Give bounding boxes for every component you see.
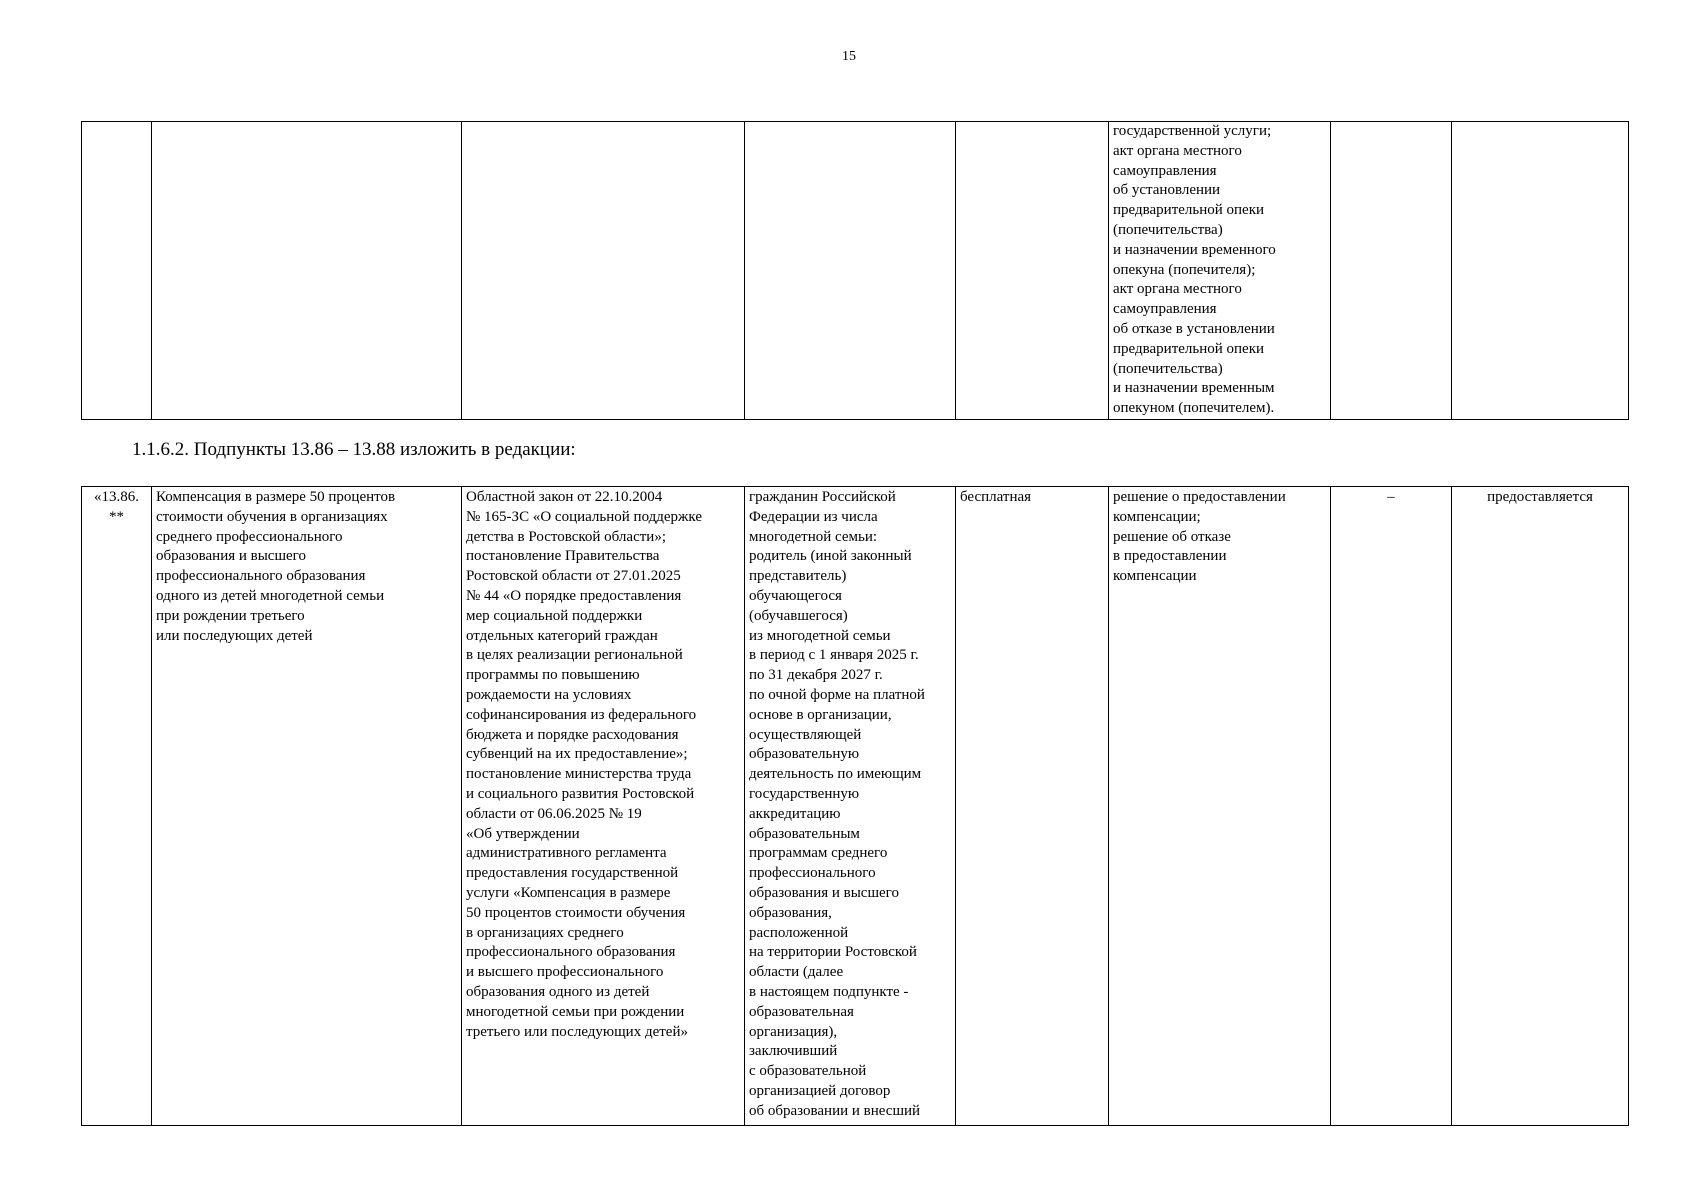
- text-line: в организациях среднего: [466, 924, 624, 941]
- text-line: Ростовской области от 27.01.2025: [466, 568, 681, 585]
- cell-col8: предоставляется: [1452, 487, 1629, 1126]
- cell-number: «13.86. **: [82, 487, 152, 1126]
- text-line: (попечительства): [1113, 360, 1223, 377]
- cell-recipients: [745, 487, 956, 1126]
- text-line: организация),: [749, 1023, 838, 1040]
- text-line: бюджета и порядке расходования: [466, 726, 679, 743]
- text-line: заключивший: [749, 1043, 838, 1060]
- text-line: опекуна (попечителя);: [1113, 261, 1256, 278]
- text-line: образования и высшего: [156, 548, 306, 565]
- text-line: области (далее: [749, 964, 844, 981]
- text-line: государственную: [749, 785, 860, 802]
- table-row: [82, 122, 1629, 420]
- text-line: образовательная: [749, 1003, 854, 1020]
- text-line: профессионального образования: [156, 568, 366, 585]
- text-line: акт органа местного: [1113, 142, 1242, 159]
- text-line: в целях реализации региональной: [466, 647, 683, 664]
- cell-service-name: [152, 487, 462, 1126]
- text-line: самоуправления: [1113, 162, 1217, 179]
- text-line: акт органа местного: [1113, 281, 1242, 298]
- text-line: государственной услуги;: [1113, 123, 1272, 139]
- text-line: образования,: [749, 904, 832, 921]
- text-line: постановление министерства труда: [466, 766, 692, 783]
- text-line: основе в организации,: [749, 706, 892, 723]
- text-line: № 165-ЗС «О социальной поддержке: [466, 508, 702, 525]
- cell-col7: [1331, 122, 1452, 420]
- table-row: [82, 487, 1629, 1126]
- services-table: [81, 486, 1629, 1126]
- text-line: в предоставлении: [1113, 548, 1227, 565]
- text-line: программы по повышению: [466, 667, 640, 684]
- text-line: (попечительства): [1113, 221, 1223, 238]
- text-line: об установлении: [1113, 182, 1221, 199]
- text-line: решение об отказе: [1113, 528, 1231, 545]
- text-line: гражданин Российской: [749, 489, 896, 505]
- text-line: услуги «Компенсация в размере: [466, 884, 671, 901]
- cell-col8: [1452, 122, 1629, 420]
- cell-legal-basis: [462, 487, 745, 1126]
- text-line: и назначении временным: [1113, 380, 1275, 397]
- documents-text: [1113, 122, 1326, 419]
- text-line: об образовании и внесший: [749, 1102, 921, 1119]
- text-line: компенсации;: [1113, 508, 1201, 525]
- cell-documents: [1109, 122, 1331, 420]
- text-line: расположенной: [749, 924, 849, 941]
- text-line: при рождении третьего: [156, 607, 305, 624]
- text-line: образования и высшего: [749, 884, 899, 901]
- text-line: решение о предоставлении: [1113, 489, 1286, 505]
- text-line: профессионального: [749, 865, 876, 882]
- text-line: «Об утверждении: [466, 825, 580, 842]
- text-line: рождаемости на условиях: [466, 686, 632, 703]
- text-line: профессионального образования: [466, 944, 676, 961]
- text-line: предварительной опеки: [1113, 340, 1265, 357]
- text-line: (обучавшегося): [749, 607, 848, 624]
- text-line: деятельность по имеющим: [749, 766, 922, 783]
- text-line: из многодетной семьи: [749, 627, 891, 644]
- legal-basis-text: [466, 488, 740, 1042]
- text-line: многодетной семьи:: [749, 528, 878, 545]
- text-line: мер социальной поддержки: [466, 607, 643, 624]
- text-line: компенсации: [1113, 568, 1197, 585]
- cell-recipients: [745, 122, 956, 420]
- text-line: детства в Ростовской области»;: [466, 528, 666, 545]
- text-line: и высшего профессионального: [466, 964, 664, 981]
- text-line: Областной закон от 22.10.2004: [466, 489, 663, 505]
- cell-number: [82, 122, 152, 420]
- text-line: родитель (иной законный: [749, 548, 912, 565]
- recipients-text: [749, 488, 951, 1122]
- continuation-table: [81, 121, 1629, 420]
- text-line: предоставления государственной: [466, 865, 679, 882]
- text-line: стоимости обучения в организациях: [156, 508, 388, 525]
- text-line: области от 06.06.2025 № 19: [466, 805, 642, 822]
- text-line: многодетной семьи при рождении: [466, 1003, 685, 1020]
- text-line: Компенсация в размере 50 процентов: [156, 489, 396, 505]
- text-line: софинансирования из федерального: [466, 706, 697, 723]
- text-line: образовательную: [749, 746, 860, 763]
- text-line: с образовательной: [749, 1063, 867, 1080]
- text-line: образовательным: [749, 825, 860, 842]
- text-line: отдельных категорий граждан: [466, 627, 658, 644]
- cell-service-name: [152, 122, 462, 420]
- text-line: самоуправления: [1113, 301, 1217, 318]
- text-line: в настоящем подпункте -: [749, 983, 909, 1000]
- text-line: и социального развития Ростовской: [466, 785, 695, 802]
- service-name-text: [156, 488, 457, 646]
- text-line: 50 процентов стоимости обучения: [466, 904, 686, 921]
- text-line: обучающегося: [749, 587, 842, 604]
- text-line: административного регламента: [466, 845, 667, 862]
- text-line: образования одного из детей: [466, 983, 650, 1000]
- text-line: № 44 «О порядке предоставления: [466, 587, 682, 604]
- cell-result: [1109, 487, 1331, 1126]
- text-line: представитель): [749, 568, 847, 585]
- text-line: по 31 декабря 2027 г.: [749, 667, 883, 684]
- cell-legal-basis: [462, 122, 745, 420]
- text-line: аккредитацию: [749, 805, 841, 822]
- section-heading: 1.1.6.2. Подпункты 13.86 – 13.88 изложить в редакции:: [132, 439, 576, 460]
- cell-col7: –: [1331, 487, 1452, 1126]
- cell-fee: [956, 122, 1109, 420]
- text-line: субвенций на их предоставление»;: [466, 746, 688, 763]
- text-line: третьего или последующих детей»: [466, 1023, 688, 1040]
- text-line: организацией договор: [749, 1082, 891, 1099]
- text-line: по очной форме на платной: [749, 686, 925, 703]
- text-line: постановление Правительства: [466, 548, 660, 565]
- text-line: на территории Ростовской: [749, 944, 917, 961]
- text-line: Федерации из числа: [749, 508, 878, 525]
- cell-fee: бесплатная: [956, 487, 1109, 1126]
- text-line: среднего профессионального: [156, 528, 343, 545]
- text-line: осуществляющей: [749, 726, 862, 743]
- text-line: в период с 1 января 2025 г.: [749, 647, 919, 664]
- page-number: 15: [842, 49, 856, 64]
- text-line: программам среднего: [749, 845, 888, 862]
- text-line: и назначении временного: [1113, 241, 1276, 258]
- text-line: опекуном (попечителем).: [1113, 400, 1275, 417]
- text-line: об отказе в установлении: [1113, 320, 1275, 337]
- text-line: предварительной опеки: [1113, 202, 1265, 219]
- result-text: [1113, 488, 1326, 587]
- text-line: или последующих детей: [156, 627, 313, 644]
- text-line: одного из детей многодетной семьи: [156, 587, 385, 604]
